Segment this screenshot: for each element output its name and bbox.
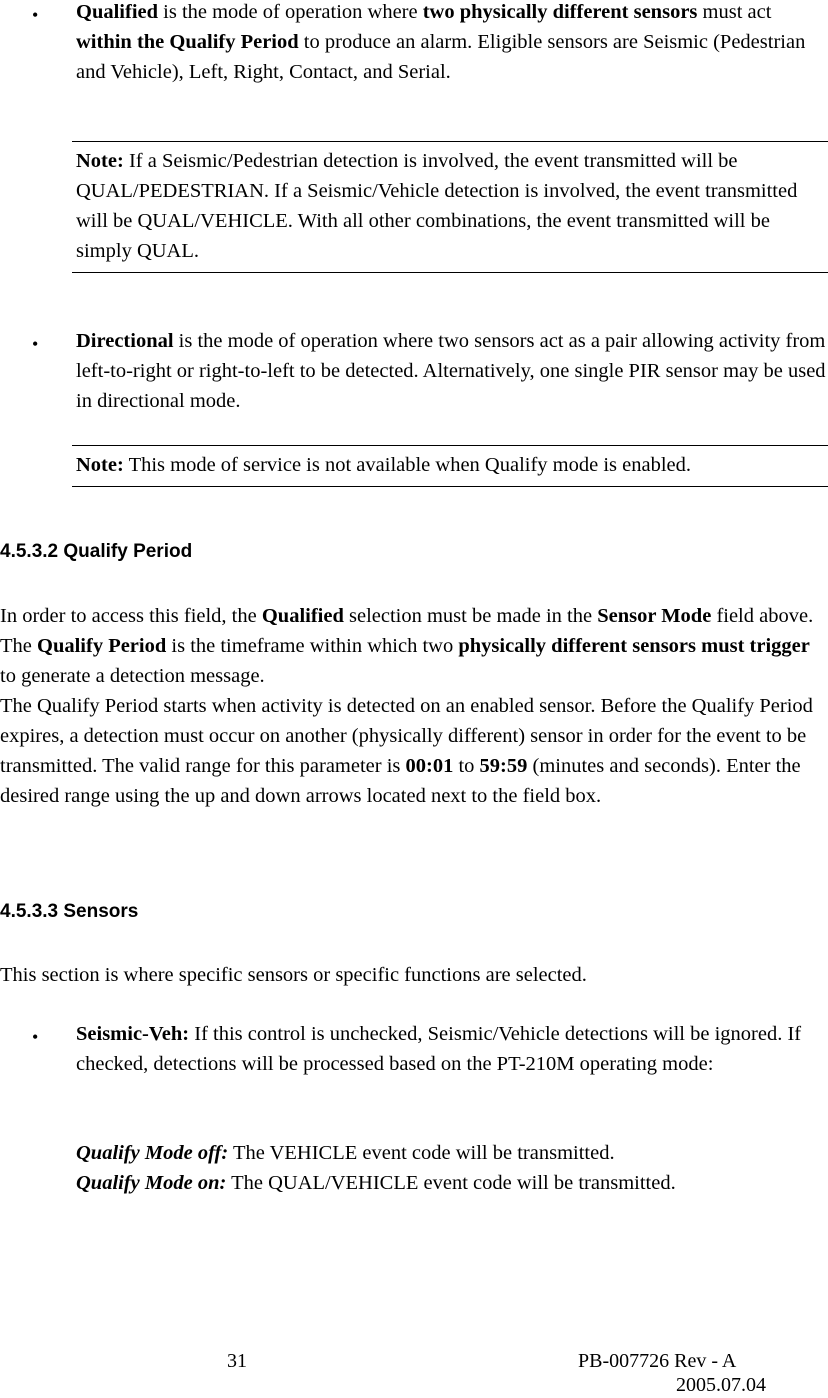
page-number: 31	[227, 1350, 247, 1372]
qp-text-2: selection must be made in the	[343, 605, 598, 627]
qualify-mode-off-label: Qualify Mode off:	[76, 1142, 229, 1164]
qp-text-7: to	[453, 755, 480, 777]
qualified-note-text: If a Seismic/Pedestrian detection is involved, the event transmitted will be QUAL/PEDESTRIAN. If a Seismic/Vehicle detection is involved, the event transmitted will be QUAL/VEHICLE. With all other combinations, the event transmitted will be simply QUAL.	[76, 150, 798, 262]
bullet-qualified: •	[32, 5, 39, 25]
qualified-paragraph	[76, 0, 828, 87]
bullet-directional: •	[32, 334, 39, 354]
sensors-intro: This section is where specific sensors or specific functions are selected.	[0, 964, 587, 986]
directional-paragraph	[76, 326, 828, 416]
section-heading-qualify-period: 4.5.3.2 Qualify Period	[0, 541, 193, 562]
seismic-veh-text: If this control is unchecked, Seismic/Vehicle detections will be ignored. If checked, detections will be processed based on the PT-210M operating mode:	[76, 1023, 802, 1075]
qualified-text-1: is the mode of operation where	[158, 1, 423, 23]
qualify-mode-lines	[76, 1138, 828, 1198]
document-date: 2005.07.04	[676, 1374, 766, 1396]
qualified-bold-1: two physically different sensors	[422, 1, 698, 23]
bullet-seismic-veh: •	[32, 1027, 39, 1047]
qp-bold-max-range: 59:59	[479, 755, 528, 777]
directional-note-text: This mode of service is not available when Qualify mode is enabled.	[123, 454, 692, 476]
document-id: PB-007726 Rev - A	[578, 1350, 737, 1372]
qualify-mode-on-line	[76, 1168, 828, 1198]
qualify-mode-on-text: The QUAL/VEHICLE event code will be transmitted.	[226, 1172, 676, 1194]
qualified-term: Qualified	[76, 1, 159, 23]
qp-text-4: is the timeframe within which two	[166, 635, 459, 657]
qualified-text-3: to produce an alarm. Eligible sensors are Seismic (Pedestrian and Vehicle), Left, Right, Contact, and Serial.	[76, 31, 806, 83]
qp-bold-sensor-mode: Sensor Mode	[597, 605, 712, 627]
directional-note	[72, 445, 828, 487]
qp-text-3: field above. The	[0, 605, 814, 657]
qp-bold-qualify-period: Qualify Period	[37, 635, 167, 657]
qp-text-6: The Qualify Period starts when activity is detected on an enabled sensor. Before the Qualify Period expires, a detection must occur on another (physically different) sensor in order for the event to be transmitted. The valid range for this parameter is	[0, 695, 813, 777]
directional-term: Directional	[76, 330, 174, 352]
qualify-mode-off-text: The VEHICLE event code will be transmitted.	[228, 1142, 615, 1164]
qualify-mode-off-line	[76, 1138, 828, 1168]
qualify-mode-on-label: Qualify Mode on:	[76, 1172, 227, 1194]
qualify-period-paragraph	[0, 601, 828, 811]
seismic-veh-term: Seismic-Veh:	[76, 1023, 190, 1045]
qualified-bold-2: within the Qualify Period	[76, 31, 299, 53]
qp-bold-qualified: Qualified	[261, 605, 344, 627]
qualified-note	[72, 141, 828, 273]
directional-text: is the mode of operation where two sensors act as a pair allowing activity from left-to-right or right-to-left to be detected. Alternatively, one single PIR sensor may be used in directional mode.	[76, 330, 826, 412]
qp-text-1: In order to access this field, the	[0, 605, 262, 627]
qp-text-5: to generate a detection message.	[0, 665, 265, 687]
qp-bold-trigger: physically different sensors must trigger	[458, 635, 810, 657]
directional-note-label: Note:	[76, 454, 124, 476]
qualified-text-2: must act	[697, 1, 772, 23]
qp-bold-min-range: 00:01	[405, 755, 454, 777]
section-heading-sensors: 4.5.3.3 Sensors	[0, 901, 139, 922]
qualified-note-label: Note:	[76, 150, 124, 172]
seismic-veh-paragraph	[76, 1019, 828, 1079]
qp-text-8: (minutes and seconds). Enter the desired range using the up and down arrows located next to the field box.	[0, 755, 801, 807]
